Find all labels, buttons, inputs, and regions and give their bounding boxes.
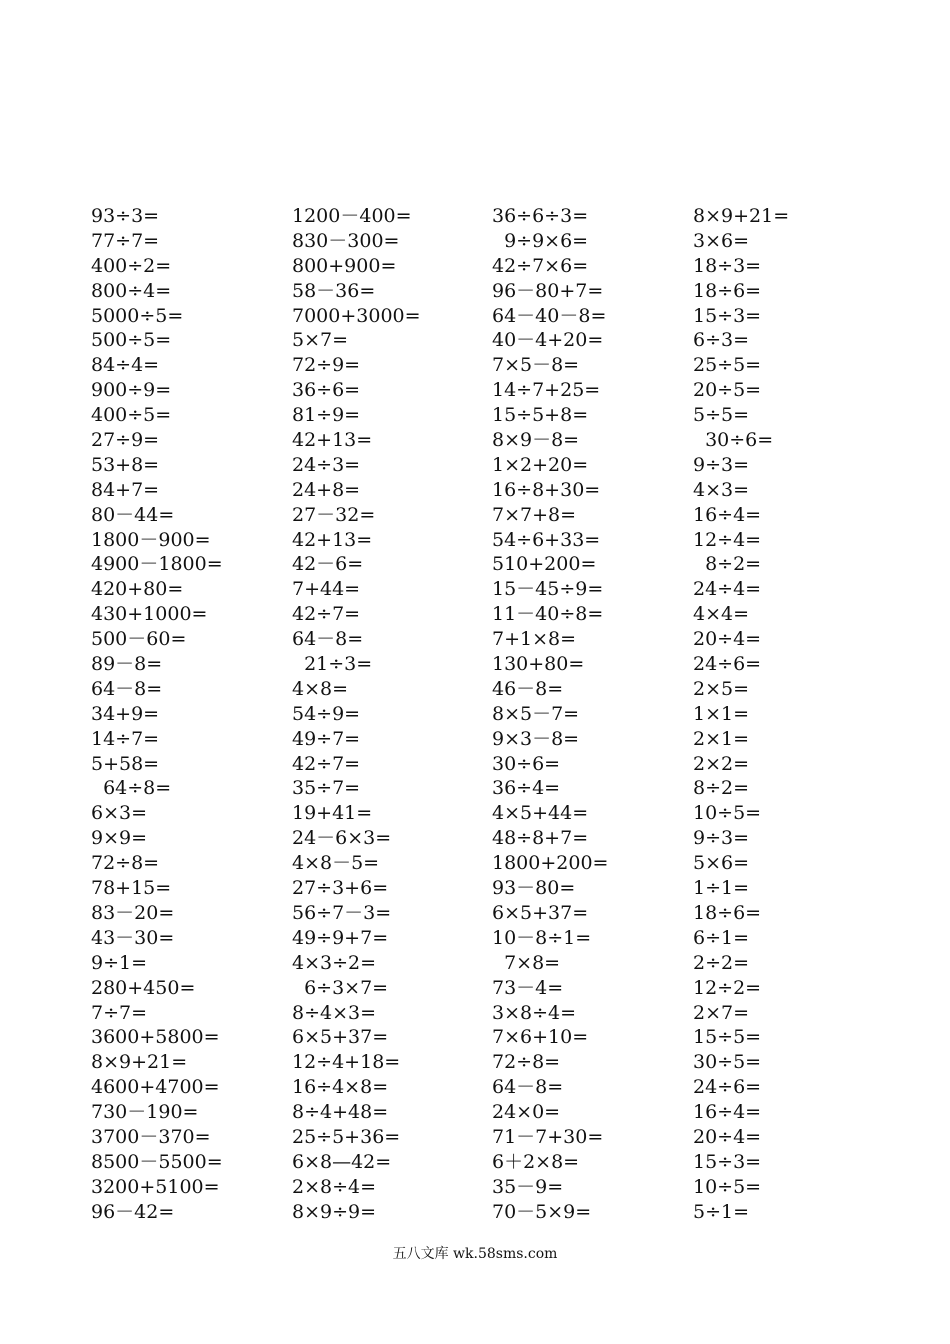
math-problem: 11－40÷8= (492, 603, 604, 626)
math-problem: 15－45÷9= (492, 578, 604, 601)
math-problem: 15÷5= (693, 1026, 762, 1049)
problem-column-4 (693, 204, 893, 1225)
math-problem: 36÷6= (292, 379, 361, 402)
problem-column-1 (91, 204, 291, 1225)
math-problem: 42÷7= (292, 752, 361, 775)
math-problem: 9×3－8= (492, 727, 580, 750)
math-problem: 1800－900= (91, 528, 211, 551)
math-problem: 280+450= (91, 976, 196, 999)
math-problem: 64－8= (292, 628, 364, 651)
math-problem: 27÷3+6= (292, 877, 389, 900)
math-problem: 6÷1= (693, 926, 750, 949)
math-problem: 42÷7= (292, 603, 361, 626)
math-problem: 8×5－7= (492, 702, 580, 725)
math-problem: 27－32= (292, 503, 376, 526)
math-problem: 2×7= (693, 1001, 750, 1024)
math-problem: 93－80= (492, 877, 576, 900)
math-problem: 7×5－8= (492, 354, 580, 377)
math-problem: 8÷2= (693, 553, 762, 576)
math-problem: 420+80= (91, 578, 184, 601)
math-problem: 4×5+44= (492, 802, 589, 825)
math-problem: 8÷4×3= (292, 1001, 377, 1024)
math-problem: 16÷8+30= (492, 478, 601, 501)
math-problem: 1×2+20= (492, 453, 589, 476)
math-problem: 46－8= (492, 677, 564, 700)
math-problem: 64－40－8= (492, 304, 607, 327)
math-problem: 7×8= (492, 951, 561, 974)
math-problem: 7×6+10= (492, 1026, 589, 1049)
math-problem: 3×6= (693, 229, 750, 252)
math-problem: 24÷4= (693, 578, 762, 601)
math-problem: 64－8= (492, 1076, 564, 1099)
math-problem: 16÷4= (693, 503, 762, 526)
math-problem: 34+9= (91, 702, 160, 725)
math-problem: 42－6= (292, 553, 364, 576)
math-problem: 7000+3000= (292, 304, 421, 327)
math-problem: 30÷5= (693, 1051, 762, 1074)
math-problem: 4×3= (693, 478, 750, 501)
math-problem: 5×7= (292, 329, 349, 352)
math-problem: 4600+4700= (91, 1076, 220, 1099)
math-problem: 6×5+37= (292, 1026, 389, 1049)
math-problem: 36÷4= (492, 777, 561, 800)
math-problem: 21÷3= (292, 653, 373, 676)
math-problem: 12÷4+18= (292, 1051, 401, 1074)
math-problem: 7÷7= (91, 1001, 148, 1024)
footer-watermark: 五八文库 wk.58sms.com (392, 1246, 558, 1262)
math-problem: 2×1= (693, 727, 750, 750)
math-problem: 4×4= (693, 603, 750, 626)
math-problem: 5+58= (91, 752, 160, 775)
math-problem: 24－6×3= (292, 827, 392, 850)
math-problem: 9÷9×6= (492, 229, 589, 252)
math-problem: 56÷7－3= (292, 901, 392, 924)
math-problem: 48÷8+7= (492, 827, 589, 850)
math-problem: 8÷2= (693, 777, 750, 800)
math-problem: 3200+5100= (91, 1175, 220, 1198)
math-problem: 53+8= (91, 453, 160, 476)
math-problem: 96－42= (91, 1200, 175, 1223)
math-problem: 42÷7×6= (492, 254, 589, 277)
math-problem: 49÷7= (292, 727, 361, 750)
math-problem: 36÷6÷3= (492, 205, 589, 227)
math-problem: 72÷8= (91, 852, 160, 875)
math-problem: 830－300= (292, 229, 400, 252)
math-problem: 5÷1= (693, 1200, 750, 1223)
math-problem: 500－60= (91, 628, 187, 651)
math-problem: 64÷8= (91, 777, 172, 800)
math-problem: 8×9÷9= (292, 1200, 377, 1223)
math-problem: 400÷2= (91, 254, 172, 277)
math-problem: 6×8—42= (292, 1150, 392, 1173)
math-problem: 6÷3= (693, 329, 750, 352)
math-problem: 7+1×8= (492, 628, 577, 651)
math-problem: 5×6= (693, 852, 750, 875)
math-problem: 77÷7= (91, 229, 160, 252)
math-problem: 20÷5= (693, 379, 762, 402)
math-problem: 84+7= (91, 478, 160, 501)
math-problem: 4×8－5= (292, 852, 380, 875)
math-problem: 4×3÷2= (292, 951, 377, 974)
math-problem: 54÷9= (292, 702, 361, 725)
math-problem: 40－4+20= (492, 329, 604, 352)
math-problem: 73－4= (492, 976, 564, 999)
math-problem: 7+44= (292, 578, 361, 601)
math-problem: 1×1= (693, 702, 750, 725)
math-problem: 24×0= (492, 1101, 561, 1124)
math-problem: 25÷5+36= (292, 1125, 401, 1148)
math-problem: 42+13= (292, 528, 373, 551)
math-problem: 10÷5= (693, 1175, 762, 1198)
math-problem: 30÷6= (492, 752, 561, 775)
math-problem: 71－7+30= (492, 1125, 604, 1148)
math-problem: 16÷4= (693, 1101, 762, 1124)
math-problem: 1÷1= (693, 877, 750, 900)
math-problem: 96－80+7= (492, 279, 604, 302)
math-problem: 9÷3= (693, 453, 750, 476)
math-problem: 4×8= (292, 677, 349, 700)
math-problem: 12÷2= (693, 976, 762, 999)
math-problem: 430+1000= (91, 603, 208, 626)
math-problem: 42+13= (292, 429, 373, 452)
math-problem: 64－8= (91, 677, 163, 700)
math-problem: 6×5+37= (492, 901, 589, 924)
math-problem: 8÷4+48= (292, 1101, 389, 1124)
math-problem: 14÷7= (91, 727, 160, 750)
math-problem: 400÷5= (91, 404, 172, 427)
math-problem: 20÷4= (693, 628, 762, 651)
math-problem: 9÷3= (693, 827, 750, 850)
math-problem: 70－5×9= (492, 1200, 592, 1223)
math-problem: 20÷4= (693, 1125, 762, 1148)
math-problem: 35－9= (492, 1175, 564, 1198)
math-problem: 43－30= (91, 926, 175, 949)
math-problem: 72÷8= (492, 1051, 561, 1074)
math-problem: 730－190= (91, 1101, 199, 1124)
math-problem: 83－20= (91, 901, 175, 924)
math-problem: 8500－5500= (91, 1150, 223, 1173)
math-problem: 18÷6= (693, 901, 762, 924)
math-problem: 35÷7= (292, 777, 361, 800)
math-problem: 30÷6= (693, 429, 774, 452)
math-problem: 54÷6+33= (492, 528, 601, 551)
math-problem: 19+41= (292, 802, 373, 825)
math-problem: 800÷4= (91, 279, 172, 302)
math-problem: 27÷9= (91, 429, 160, 452)
math-problem: 12÷4= (693, 528, 762, 551)
math-problem: 130+80= (492, 653, 585, 676)
math-problem: 72÷9= (292, 354, 361, 377)
math-problem: 14÷7+25= (492, 379, 601, 402)
math-problem: 18÷3= (693, 254, 762, 277)
math-problem: 2÷2= (693, 951, 750, 974)
math-problem: 3600+5800= (91, 1026, 220, 1049)
math-problem: 6÷3×7= (292, 976, 389, 999)
math-problem: 3700－370= (91, 1125, 211, 1148)
math-problem: 24÷6= (693, 1076, 762, 1099)
math-problem: 8×9+21= (693, 205, 790, 227)
math-problem: 15÷3= (693, 1150, 762, 1173)
math-problem: 9×9= (91, 827, 148, 850)
math-problem: 24÷6= (693, 653, 762, 676)
math-problem: 10÷5= (693, 802, 762, 825)
math-problem: 84÷4= (91, 354, 160, 377)
problem-column-2 (292, 204, 492, 1225)
math-problem: 24÷3= (292, 453, 361, 476)
math-problem: 18÷6= (693, 279, 762, 302)
math-problem: 6×3= (91, 802, 148, 825)
math-problem: 8×9－8= (492, 429, 580, 452)
math-problem: 25÷5= (693, 354, 762, 377)
math-problem: 15÷3= (693, 304, 762, 327)
math-problem: 2×2= (693, 752, 750, 775)
math-problem: 49÷9+7= (292, 926, 389, 949)
math-problem: 7×7+8= (492, 503, 577, 526)
math-problem: 80－44= (91, 503, 175, 526)
math-problem: 4900－1800= (91, 553, 223, 576)
math-problem: 800+900= (292, 254, 397, 277)
math-problem: 900÷9= (91, 379, 172, 402)
math-problem: 2×8÷4= (292, 1175, 377, 1198)
math-problem: 5000÷5= (91, 304, 184, 327)
math-problem: 9÷1= (91, 951, 148, 974)
problem-column-3 (492, 204, 692, 1225)
math-problem: 5÷5= (693, 404, 750, 427)
math-problem: 500÷5= (91, 329, 172, 352)
math-problem: 78+15= (91, 877, 172, 900)
math-problem: 3×8÷4= (492, 1001, 577, 1024)
math-problem: 8×9+21= (91, 1051, 188, 1074)
math-problem: 24+8= (292, 478, 361, 501)
math-problem: 58－36= (292, 279, 376, 302)
math-problem: 16÷4×8= (292, 1076, 389, 1099)
math-problem: 1200－400= (292, 205, 412, 227)
math-problem: 510+200= (492, 553, 597, 576)
math-problem: 15÷5+8= (492, 404, 589, 427)
math-problem: 1800+200= (492, 852, 609, 875)
math-problem: 89－8= (91, 653, 163, 676)
math-problem: 10－8÷1= (492, 926, 592, 949)
math-problem: 93÷3= (91, 205, 160, 227)
math-problem: 2×5= (693, 677, 750, 700)
math-problem: 6＋2×8= (492, 1150, 580, 1173)
math-problem: 81÷9= (292, 404, 361, 427)
